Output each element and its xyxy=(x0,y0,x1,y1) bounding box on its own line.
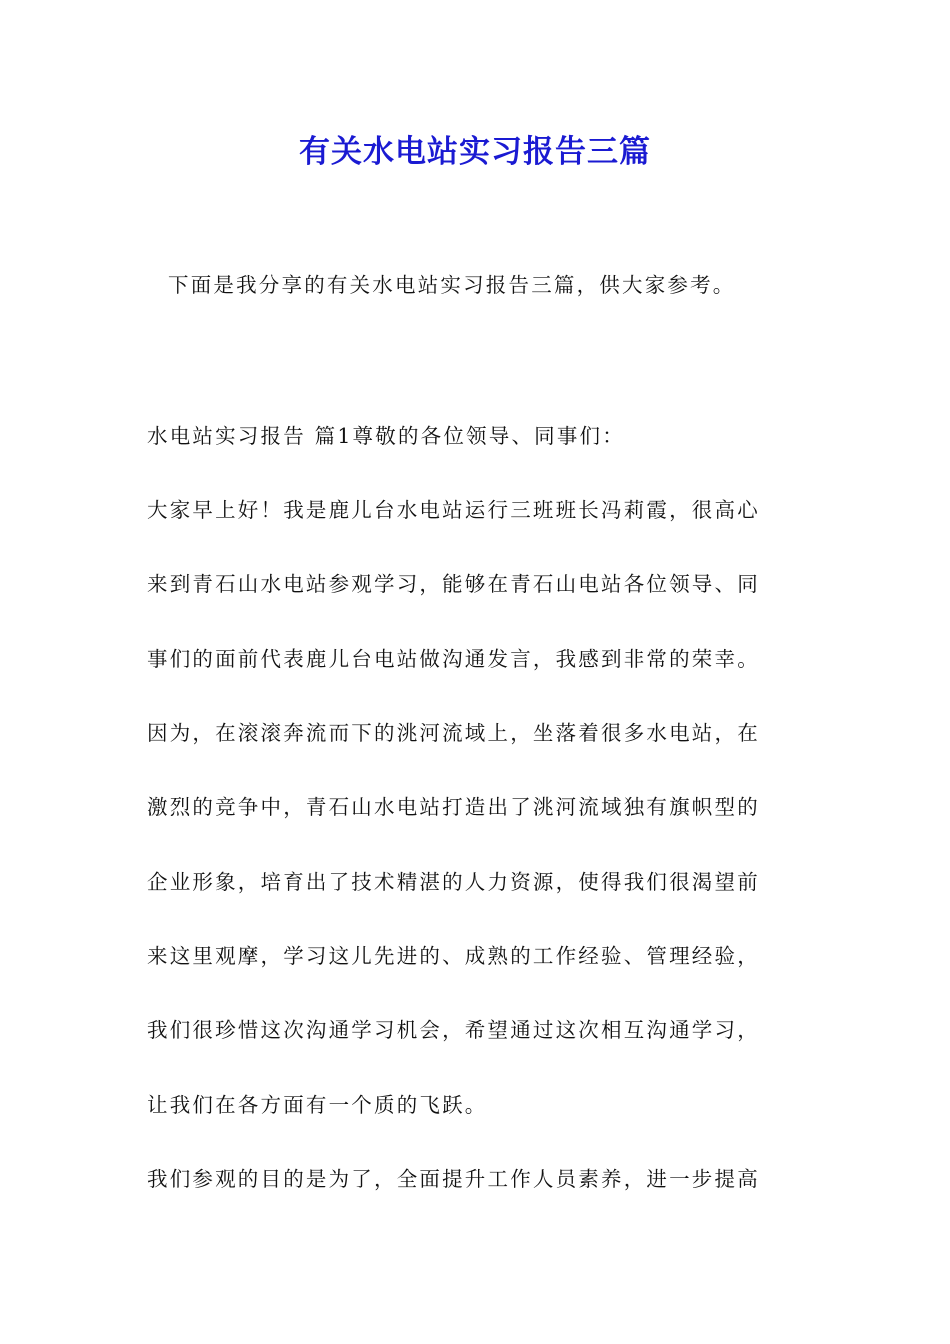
body-line: 激烈的竞争中，青石山水电站打造出了洮河流域独有旗帜型的 xyxy=(147,795,760,819)
body-line: 事们的面前代表鹿儿台电站做沟通发言，我感到非常的荣幸。 xyxy=(147,647,760,671)
body-line: 我们很珍惜这次沟通学习机会，希望通过这次相互沟通学习， xyxy=(147,1018,760,1042)
body-line: 大家早上好！我是鹿儿台水电站运行三班班长冯莉霞，很高心 xyxy=(147,498,760,522)
intro-paragraph: 下面是我分享的有关水电站实习报告三篇，供大家参考。 xyxy=(168,273,736,297)
document-title: 有关水电站实习报告三篇 xyxy=(299,134,651,170)
body-line: 来到青石山水电站参观学习，能够在青石山电站各位领导、同 xyxy=(147,572,760,596)
body-line: 因为，在滚滚奔流而下的洮河流域上，坐落着很多水电站，在 xyxy=(147,721,760,745)
body-line: 水电站实习报告 篇1尊敬的各位领导、同事们： xyxy=(147,424,625,448)
body-line: 来这里观摩，学习这儿先进的、成熟的工作经验、管理经验， xyxy=(147,944,760,968)
body-line: 企业形象，培育出了技术精湛的人力资源，使得我们很渴望前 xyxy=(147,870,760,894)
body-line: 让我们在各方面有一个质的飞跃。 xyxy=(147,1093,488,1117)
body-line: 我们参观的目的是为了，全面提升工作人员素养，进一步提高 xyxy=(147,1167,760,1191)
